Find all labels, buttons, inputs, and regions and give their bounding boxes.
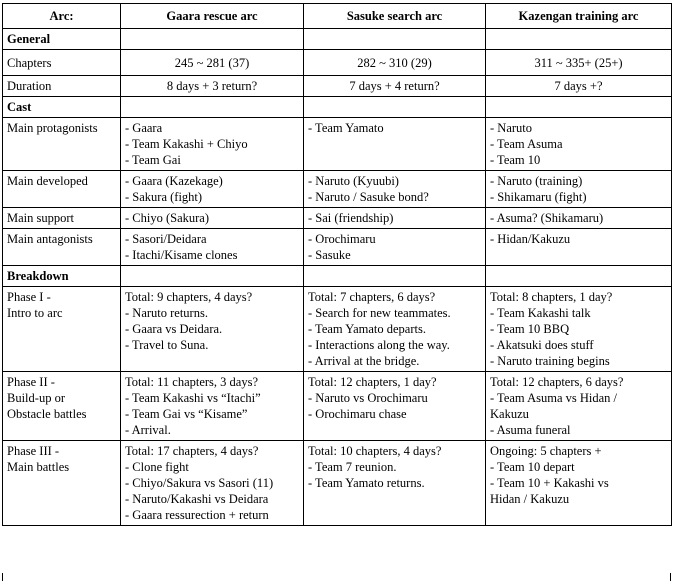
list-item: - Team Yamato <box>308 121 384 135</box>
cell-antagonists-kazengan <box>486 229 672 266</box>
row-main-protagonists <box>3 118 672 171</box>
list-item: - Team Yamato returns. <box>308 476 425 490</box>
section-general: General <box>3 29 121 50</box>
list-item: - Team Gai vs “Kisame” <box>125 407 248 421</box>
cell-chapters-kazengan: 311 ~ 335+ (25+) <box>486 50 672 76</box>
list-item: - Gaara (Kazekage) <box>125 174 223 188</box>
section-cast: Cast <box>3 97 121 118</box>
row-phase-2 <box>3 372 672 441</box>
row-phase-3 <box>3 441 672 526</box>
list-item: - Naruto/Kakashi vs Deidara <box>125 492 269 506</box>
phase-label-line: Intro to arc <box>7 306 63 320</box>
list-item: Total: 9 chapters, 4 days? <box>125 290 253 304</box>
list-item: Ongoing: 5 chapters + <box>490 444 602 458</box>
table-bottom-strip <box>2 573 671 581</box>
list-item: - Naruto (training) <box>490 174 583 188</box>
list-item: - Team Asuma vs Hidan / <box>490 391 618 405</box>
list-item: - Search for new teammates. <box>308 306 451 320</box>
header-kazengan-training-arc: Kazengan training arc <box>486 4 672 29</box>
list-item: - Team Yamato departs. <box>308 322 426 336</box>
cell-support-gaara <box>121 208 304 229</box>
list-item: - Team Gai <box>125 153 181 167</box>
phase-label-line: Build-up or <box>7 391 65 405</box>
list-item: Total: 11 chapters, 3 days? <box>125 375 258 389</box>
list-item: - Sakura (fight) <box>125 190 203 204</box>
list-item: - Team 7 reunion. <box>308 460 397 474</box>
list-item: - Hidan/Kakuzu <box>490 232 571 246</box>
list-item: - Naruto <box>490 121 532 135</box>
phase-label-line: Phase II - <box>7 375 55 389</box>
label-chapters: Chapters <box>3 50 121 76</box>
cell-antagonists-gaara <box>121 229 304 266</box>
cell-duration-gaara: 8 days + 3 return? <box>121 76 304 97</box>
list-item: - Interactions along the way. <box>308 338 450 352</box>
row-main-support <box>3 208 672 229</box>
cell-phase-3-sasuke <box>304 441 486 526</box>
arc-comparison-table <box>2 3 672 526</box>
cell-phase-1-kazengan <box>486 287 672 372</box>
label-main-protagonists: Main protagonists <box>3 118 121 171</box>
list-item: - Travel to Suna. <box>125 338 209 352</box>
list-item: - Itachi/Kisame clones <box>125 248 238 262</box>
label-main-antagonists: Main antagonists <box>3 229 121 266</box>
cell-antagonists-sasuke <box>304 229 486 266</box>
list-item: - Naruto (Kyuubi) <box>308 174 399 188</box>
list-item: - Team Kakashi talk <box>490 306 591 320</box>
phase-label-line: Phase III - <box>7 444 60 458</box>
list-item: - Chiyo (Sakura) <box>125 211 210 225</box>
label-duration: Duration <box>3 76 121 97</box>
header-row <box>3 4 672 29</box>
list-item: - Naruto training begins <box>490 354 610 368</box>
label-main-support: Main support <box>3 208 121 229</box>
list-item: Total: 10 chapters, 4 days? <box>308 444 442 458</box>
list-item: Total: 8 chapters, 1 day? <box>490 290 613 304</box>
cell-protagonists-kazengan <box>486 118 672 171</box>
list-item: - Arrival at the bridge. <box>308 354 420 368</box>
label-phase-2 <box>3 372 121 441</box>
cell-chapters-gaara: 245 ~ 281 (37) <box>121 50 304 76</box>
list-item: - Team 10 depart <box>490 460 575 474</box>
cell-developed-sasuke <box>304 171 486 208</box>
cell-chapters-sasuke: 282 ~ 310 (29) <box>304 50 486 76</box>
list-item: Hidan / Kakuzu <box>490 492 570 506</box>
label-main-developed: Main developed <box>3 171 121 208</box>
list-item: - Naruto / Sasuke bond? <box>308 190 429 204</box>
list-item: - Sai (friendship) <box>308 211 394 225</box>
list-item: Kakuzu <box>490 407 529 421</box>
cell-developed-kazengan <box>486 171 672 208</box>
cell-phase-1-sasuke <box>304 287 486 372</box>
cell-protagonists-sasuke <box>304 118 486 171</box>
section-breakdown: Breakdown <box>3 266 121 287</box>
row-duration <box>3 76 672 97</box>
section-row-cast <box>3 97 672 118</box>
list-item: Total: 17 chapters, 4 days? <box>125 444 259 458</box>
list-item: - Team Kakashi + Chiyo <box>125 137 248 151</box>
list-item: Total: 7 chapters, 6 days? <box>308 290 436 304</box>
list-item: - Team 10 <box>490 153 541 167</box>
cell-phase-2-sasuke <box>304 372 486 441</box>
row-chapters <box>3 50 672 76</box>
cell-duration-kazengan: 7 days +? <box>486 76 672 97</box>
list-item: - Asuma? (Shikamaru) <box>490 211 604 225</box>
cell-support-sasuke <box>304 208 486 229</box>
cell-phase-3-gaara <box>121 441 304 526</box>
row-main-antagonists <box>3 229 672 266</box>
list-item: - Team 10 + Kakashi vs <box>490 476 609 490</box>
list-item: - Gaara ressurection + return <box>125 508 269 522</box>
label-phase-3 <box>3 441 121 526</box>
cell-duration-sasuke: 7 days + 4 return? <box>304 76 486 97</box>
phase-label-line: Phase I - <box>7 290 51 304</box>
list-item: - Team Kakashi vs “Itachi” <box>125 391 261 405</box>
cell-developed-gaara <box>121 171 304 208</box>
cell-phase-2-kazengan <box>486 372 672 441</box>
list-item: - Arrival. <box>125 423 171 437</box>
list-item: - Orochimaru chase <box>308 407 407 421</box>
section-row-general <box>3 29 672 50</box>
list-item: - Naruto returns. <box>125 306 208 320</box>
cell-phase-1-gaara <box>121 287 304 372</box>
header-sasuke-search-arc: Sasuke search arc <box>304 4 486 29</box>
list-item: - Gaara <box>125 121 163 135</box>
cell-support-kazengan <box>486 208 672 229</box>
list-item: - Clone fight <box>125 460 189 474</box>
list-item: - Orochimaru <box>308 232 376 246</box>
cell-phase-2-gaara <box>121 372 304 441</box>
phase-label-line: Main battles <box>7 460 70 474</box>
list-item: - Team 10 BBQ <box>490 322 570 336</box>
list-item: - Chiyo/Sakura vs Sasori (11) <box>125 476 274 490</box>
row-phase-1 <box>3 287 672 372</box>
arc-comparison-table-wrapper <box>2 3 672 526</box>
phase-label-line: Obstacle battles <box>7 407 87 421</box>
list-item: - Asuma funeral <box>490 423 571 437</box>
list-item: - Team Asuma <box>490 137 563 151</box>
list-item: - Gaara vs Deidara. <box>125 322 223 336</box>
cell-protagonists-gaara <box>121 118 304 171</box>
header-gaara-rescue-arc: Gaara rescue arc <box>121 4 304 29</box>
list-item: - Akatsuki does stuff <box>490 338 594 352</box>
label-phase-1 <box>3 287 121 372</box>
row-main-developed <box>3 171 672 208</box>
section-row-breakdown <box>3 266 672 287</box>
cell-phase-3-kazengan <box>486 441 672 526</box>
list-item: - Sasori/Deidara <box>125 232 207 246</box>
list-item: Total: 12 chapters, 1 day? <box>308 375 437 389</box>
list-item: - Shikamaru (fight) <box>490 190 587 204</box>
list-item: - Naruto vs Orochimaru <box>308 391 428 405</box>
list-item: - Sasuke <box>308 248 351 262</box>
list-item: Total: 12 chapters, 6 days? <box>490 375 624 389</box>
header-arc: Arc: <box>3 4 121 29</box>
